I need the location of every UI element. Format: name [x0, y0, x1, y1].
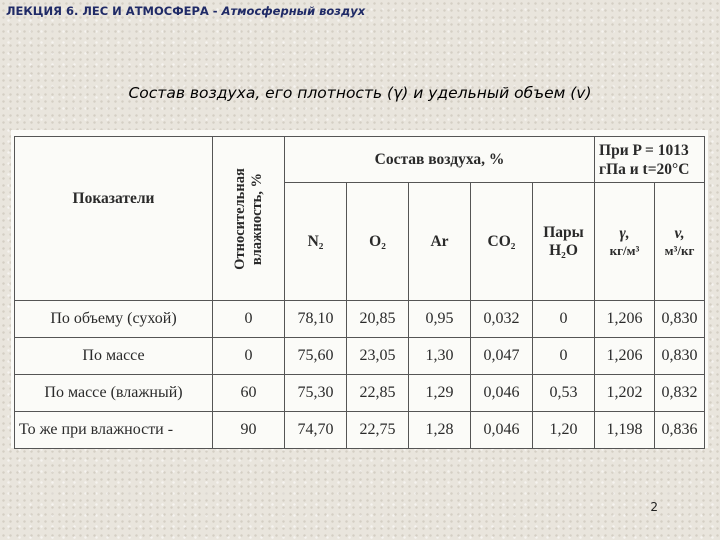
- row-label: По массе (влажный): [15, 375, 213, 412]
- table-row: [15, 301, 705, 338]
- cell-n2: 75,30: [285, 375, 347, 412]
- cell-gamma: 1,206: [595, 301, 655, 338]
- cell-o2: 22,75: [347, 412, 409, 449]
- composition-header: Состав воздуха, %: [285, 137, 595, 183]
- conditions-header: [595, 137, 705, 183]
- cell-n2: 74,70: [285, 412, 347, 449]
- cell-n2: 75,60: [285, 338, 347, 375]
- cell-co2: 0,046: [471, 412, 533, 449]
- col-v-unit: м³/кг: [664, 242, 695, 258]
- cell-co2: 0,047: [471, 338, 533, 375]
- cell-co2: 0,046: [471, 375, 533, 412]
- row-label: По массе: [15, 338, 213, 375]
- cell-o2: 20,85: [347, 301, 409, 338]
- cell-humidity: 90: [213, 412, 285, 449]
- col-h2o-header: [533, 183, 595, 301]
- table-row: [15, 375, 705, 412]
- lecture-title: ЛЕКЦИЯ 6. ЛЕС И АТМОСФЕРА -: [6, 4, 218, 18]
- col-h2o-line1: Пары: [543, 223, 584, 241]
- cell-n2: 78,10: [285, 301, 347, 338]
- row-label: То же при влажности -: [15, 412, 213, 449]
- cell-ar: 1,29: [409, 375, 471, 412]
- lecture-header: [6, 4, 365, 18]
- cell-v: 0,836: [655, 412, 705, 449]
- cell-gamma: 1,206: [595, 338, 655, 375]
- cell-h2o: 0: [533, 338, 595, 375]
- cell-gamma: 1,198: [595, 412, 655, 449]
- col-v-symbol: v,: [674, 224, 685, 242]
- col-ar-header: Ar: [409, 183, 471, 301]
- col-co2-header: CO₂: [471, 183, 533, 301]
- cell-o2: 22,85: [347, 375, 409, 412]
- cell-h2o: 0: [533, 301, 595, 338]
- cell-v: 0,830: [655, 338, 705, 375]
- col-gamma-symbol: γ,: [619, 224, 630, 242]
- humidity-header-text: Относительная влажность, %: [231, 167, 265, 270]
- cell-v: 0,830: [655, 301, 705, 338]
- conditions-line1: При P = 1013: [599, 141, 689, 159]
- indicators-header: Показатели: [15, 137, 213, 301]
- cell-o2: 23,05: [347, 338, 409, 375]
- header-row-top: [15, 137, 705, 183]
- cell-v: 0,832: [655, 375, 705, 412]
- cell-humidity: 0: [213, 301, 285, 338]
- air-composition-table: [14, 136, 705, 449]
- cell-ar: 1,30: [409, 338, 471, 375]
- cell-gamma: 1,202: [595, 375, 655, 412]
- page-number: 2: [650, 500, 658, 514]
- col-o2-header: O₂: [347, 183, 409, 301]
- col-gamma-header: [595, 183, 655, 301]
- conditions-line2: гПа и t=20°C: [599, 160, 690, 178]
- col-h2o-line2: H₂O: [549, 241, 578, 259]
- slide-title: Состав воздуха, его плотность (γ) и удельный объем (v): [128, 84, 592, 102]
- cell-ar: 1,28: [409, 412, 471, 449]
- col-n2-header: N₂: [285, 183, 347, 301]
- cell-humidity: 0: [213, 338, 285, 375]
- table-row: [15, 412, 705, 449]
- cell-ar: 0,95: [409, 301, 471, 338]
- table-row: [15, 338, 705, 375]
- humidity-header: [213, 137, 285, 301]
- cell-humidity: 60: [213, 375, 285, 412]
- cell-h2o: 0,53: [533, 375, 595, 412]
- scanned-table-image: [11, 130, 708, 448]
- lecture-topic: Атмосферный воздух: [221, 4, 366, 18]
- cell-h2o: 1,20: [533, 412, 595, 449]
- col-gamma-unit: кг/м³: [609, 242, 640, 258]
- row-label: По объему (сухой): [15, 301, 213, 338]
- cell-co2: 0,032: [471, 301, 533, 338]
- col-v-header: [655, 183, 705, 301]
